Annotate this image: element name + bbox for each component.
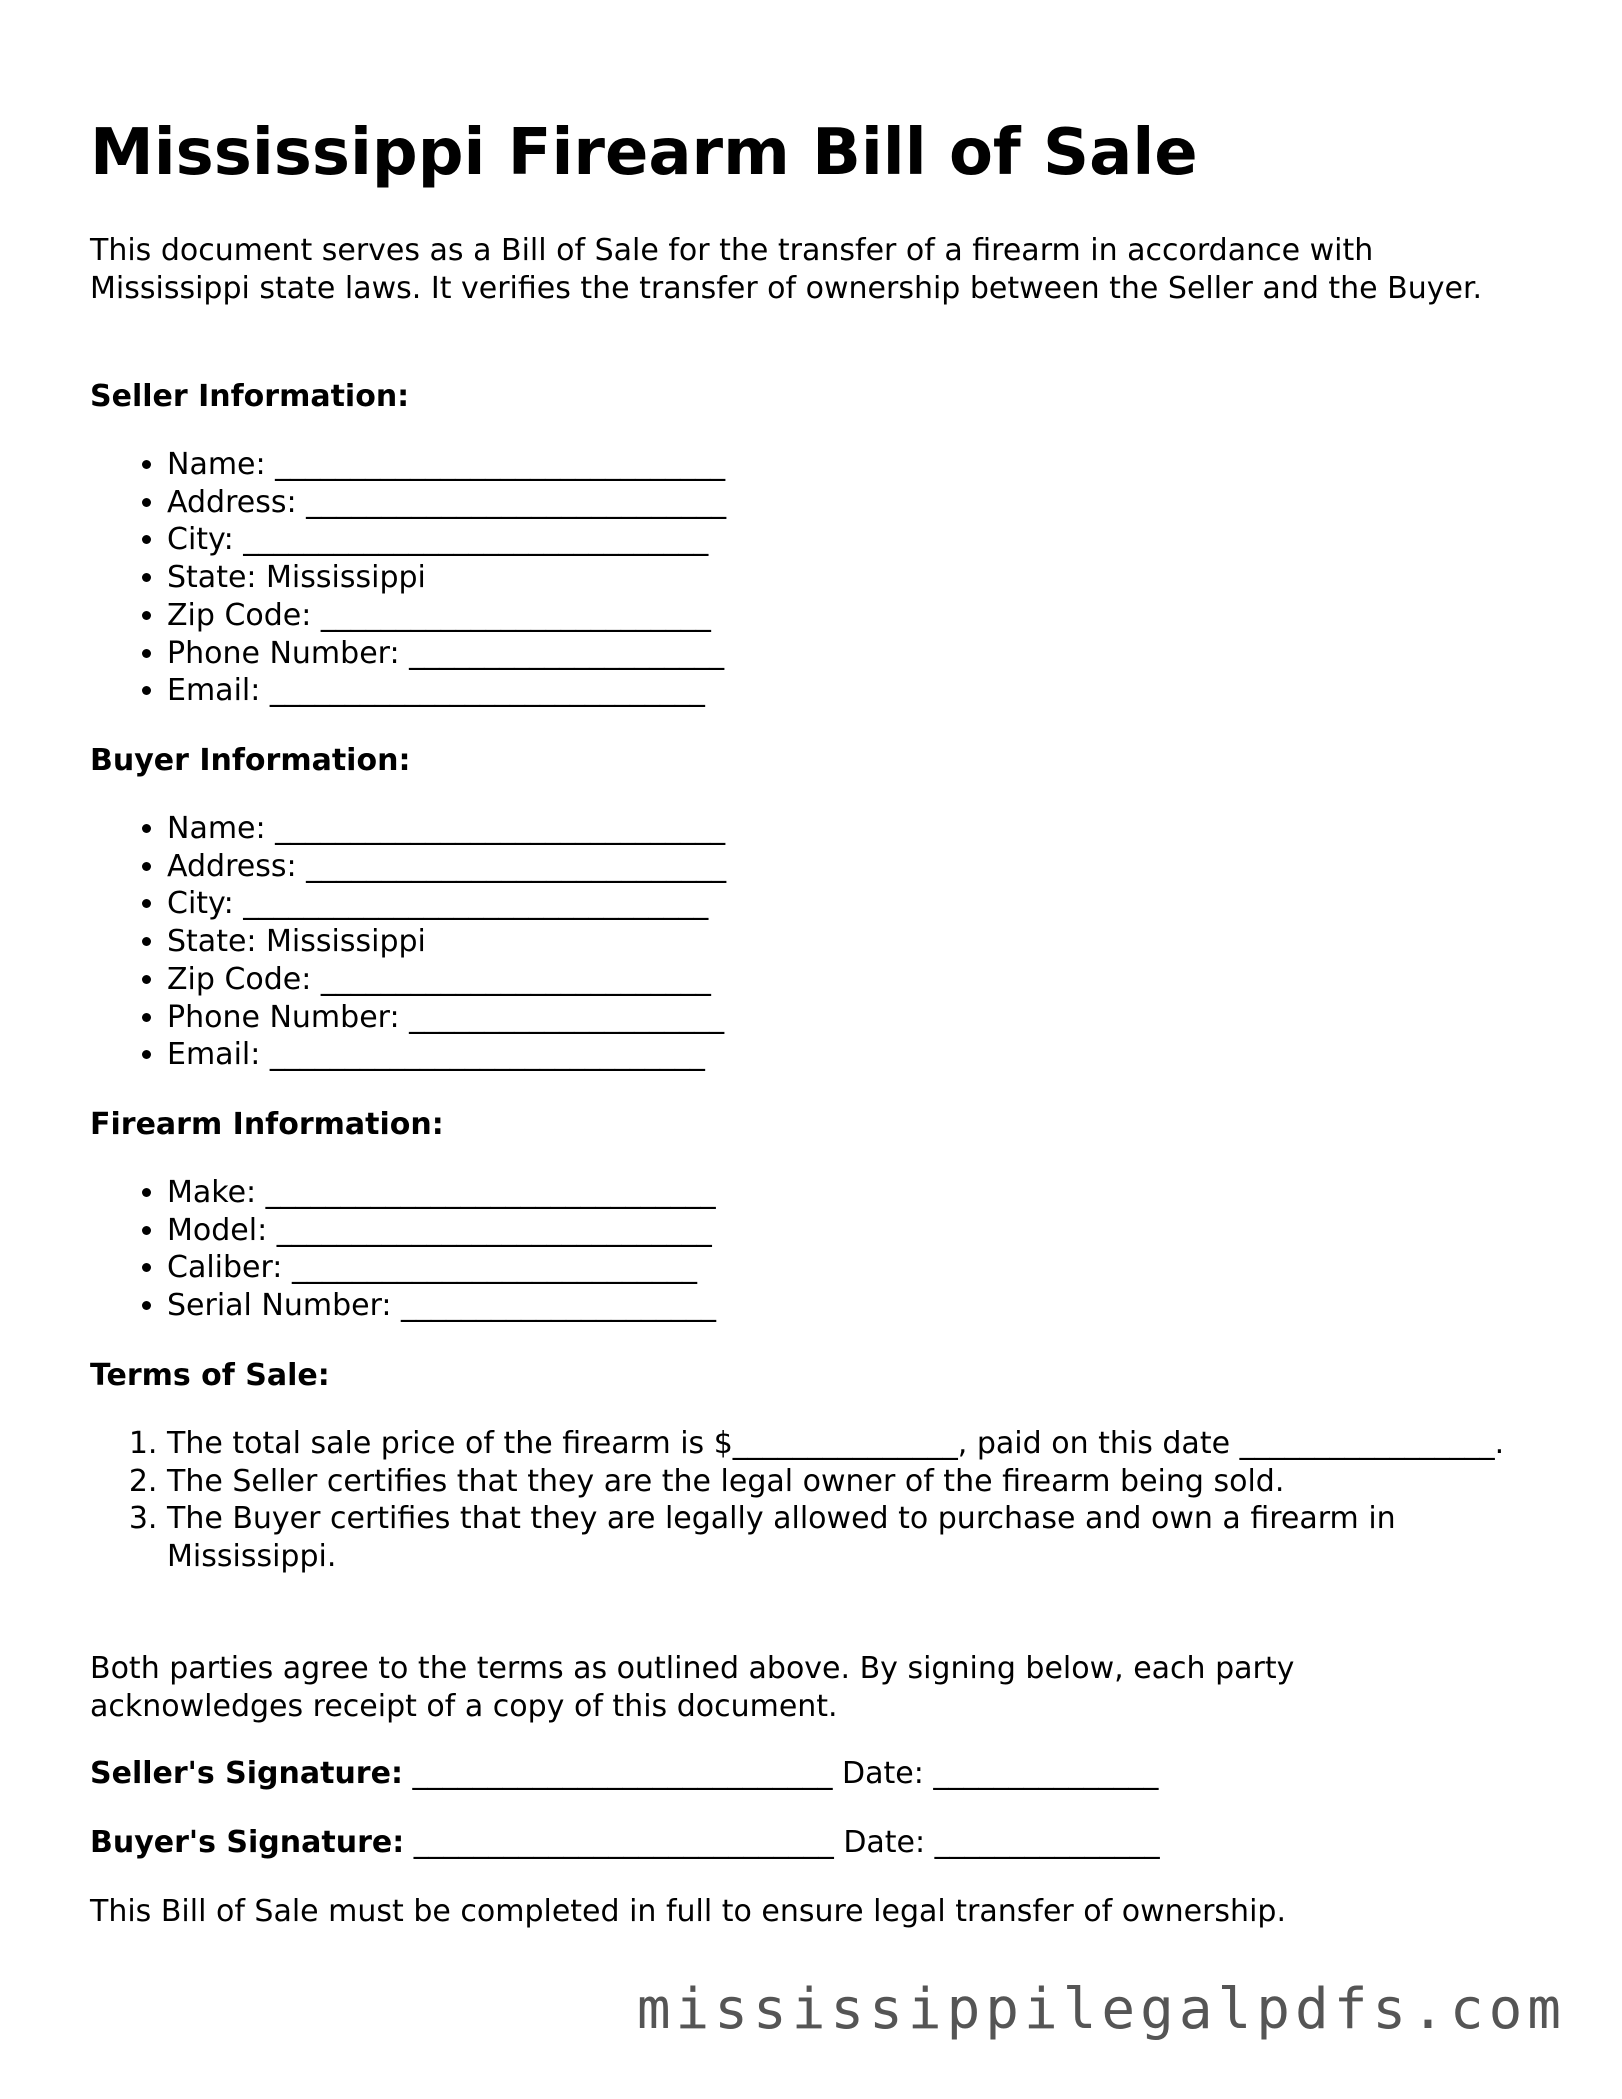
seller-state-field: • State: Mississippi [167, 559, 726, 597]
buyer-address-field: • Address: ____________________________ [167, 848, 726, 886]
buyer-name-field: • Name: ______________________________ [167, 810, 726, 848]
seller-field-list [90, 446, 726, 710]
seller-city-field: • City: _______________________________ [167, 521, 726, 559]
buyer-city-field: • City: _______________________________ [167, 885, 726, 923]
buyer-signature-line [90, 1824, 1160, 1862]
seller-phone-field: • Phone Number: _____________________ [167, 635, 726, 673]
buyer-phone-field: • Phone Number: _____________________ [167, 999, 726, 1037]
seller-heading: Seller Information: [90, 379, 410, 414]
firearm-serial-field: • Serial Number: _____________________ [167, 1287, 716, 1325]
buyer-field-list [90, 810, 726, 1074]
seller-address-field: • Address: ____________________________ [167, 484, 726, 522]
firearm-heading: Firearm Information: [90, 1107, 444, 1142]
seller-signature-label: Seller's Signature: [90, 1756, 403, 1791]
buyer-signature-label: Buyer's Signature: [90, 1825, 405, 1860]
intro-paragraph: This document serves as a Bill of Sale for the transfer of a firearm in accordance with Mississippi state laws. It verifies the transfer of ownership between the Seller and the Buyer. [90, 233, 1483, 306]
seller-signature-blank: ____________________________ [412, 1756, 833, 1791]
buyer-state-field: • State: Mississippi [167, 923, 726, 961]
site-watermark: mississippilegalpdfs.com [636, 1977, 1566, 2042]
buyer-email-field: • Email: _____________________________ [167, 1036, 726, 1074]
closing-note: This Bill of Sale must be completed in full to ensure legal transfer of ownership. [90, 1894, 1286, 1929]
buyer-signature-blank: ____________________________ [413, 1825, 834, 1860]
terms-item: 2. The Seller certifies that they are the legal owner of the firearm being sold. [167, 1463, 1547, 1501]
seller-email-field: • Email: _____________________________ [167, 672, 726, 710]
terms-heading: Terms of Sale: [90, 1358, 330, 1393]
seller-name-field: • Name: ______________________________ [167, 446, 726, 484]
firearm-field-list [90, 1174, 716, 1325]
terms-list [90, 1425, 1547, 1576]
seller-signature-line [90, 1755, 1158, 1793]
buyer-heading: Buyer Information: [90, 743, 411, 778]
firearm-make-field: • Make: ______________________________ [167, 1174, 716, 1212]
terms-item: 1. The total sale price of the firearm is $_______________, paid on this date _________________. [167, 1425, 1547, 1463]
firearm-model-field: • Model: _____________________________ [167, 1212, 716, 1250]
firearm-caliber-field: • Caliber: ___________________________ [167, 1249, 716, 1287]
seller-zip-field: • Zip Code: __________________________ [167, 597, 726, 635]
buyer-signature-date: Date: _______________ [843, 1825, 1160, 1860]
terms-item: 3. The Buyer certifies that they are legally allowed to purchase and own a firearm in Mississippi. [167, 1500, 1547, 1575]
seller-signature-date: Date: _______________ [842, 1756, 1159, 1791]
buyer-zip-field: • Zip Code: __________________________ [167, 961, 726, 999]
document-title: Mississippi Firearm Bill of Sale [90, 116, 1198, 190]
agreement-paragraph: Both parties agree to the terms as outlined above. By signing below, each party acknowledges receipt of a copy of this document. [90, 1651, 1295, 1724]
